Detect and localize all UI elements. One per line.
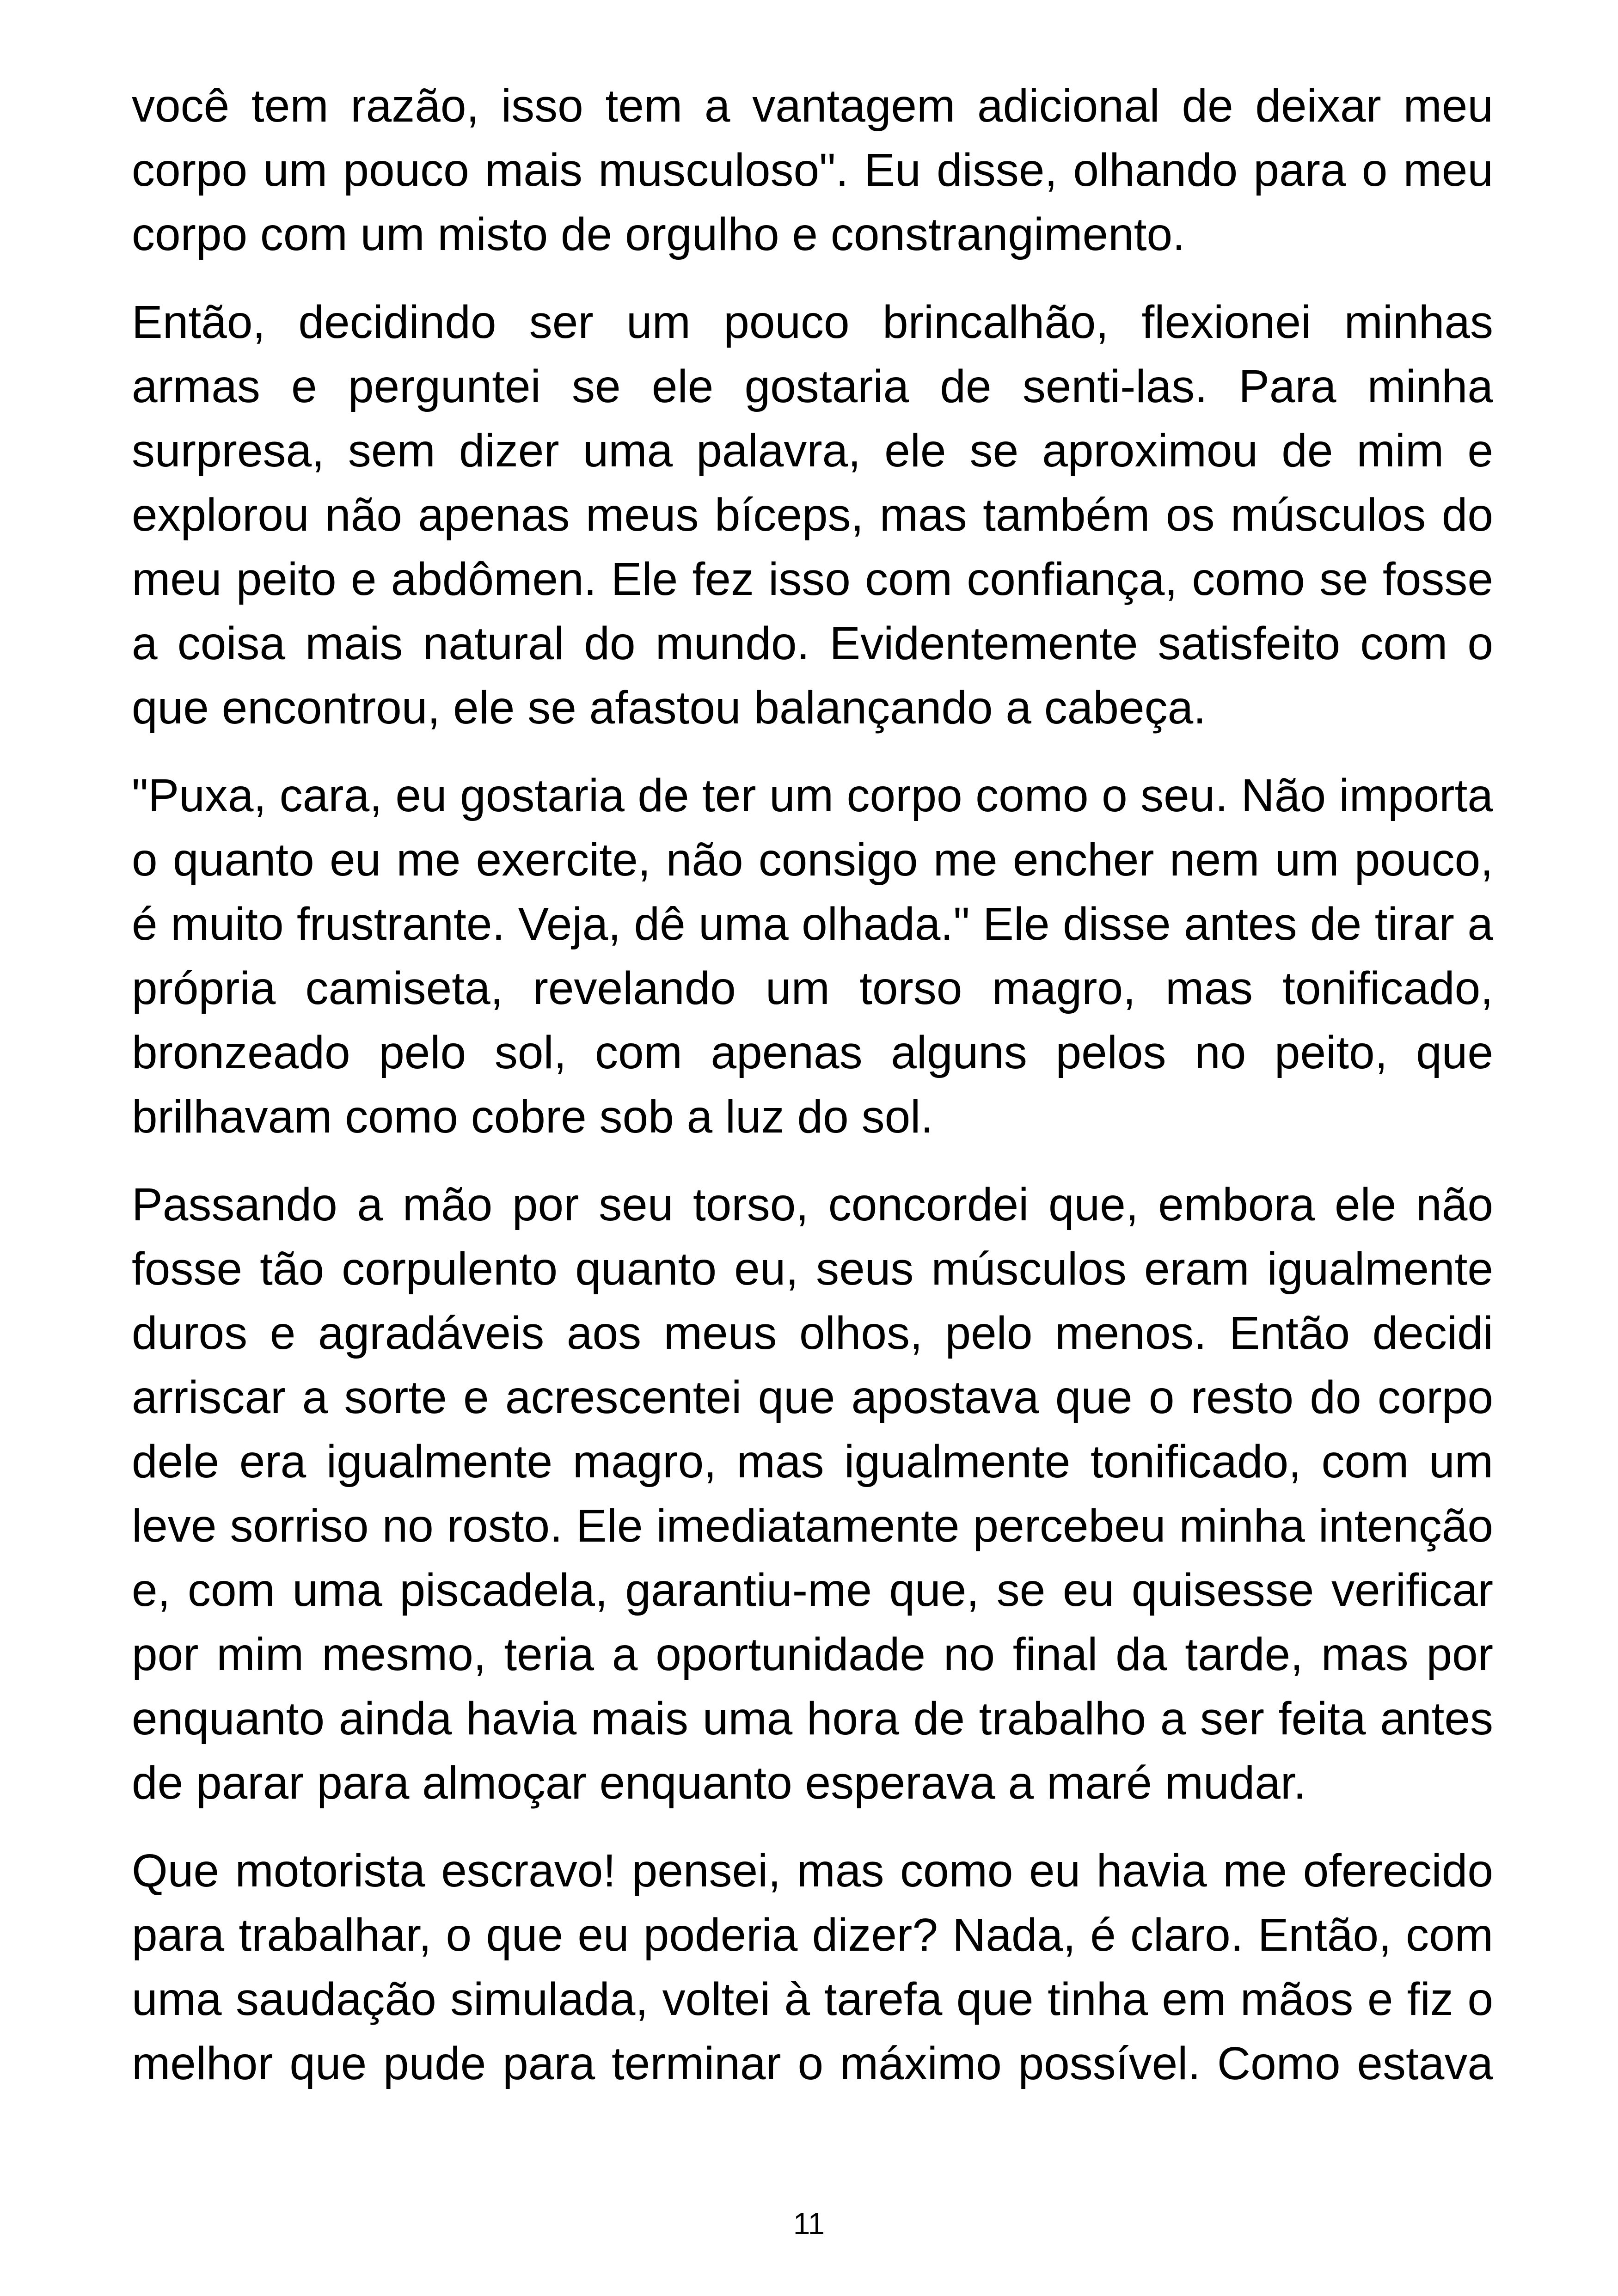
paragraph-4: Passando a mão por seu torso, concordei que, embora ele não fosse tão corpulento quanto eu, seus músculos eram igualmente duros e agradáveis aos meus olhos, pelo menos. Então decidi arriscar a sorte e acrescentei que apostava que o resto do corpo dele era igualmente magro, mas igualmente tonificado, com um leve sorriso no rosto. Ele imediatamente percebeu minha intenção e, com uma piscadela, garantiu-me que, se eu quisesse verificar por mim mesmo, teria a oportunidade no final da tarde, mas por enquanto ainda havia mais uma hora de trabalho a ser feita antes de parar para almoçar enquanto esperava a maré mudar.: [132, 1179, 1493, 1809]
paragraph-3: "Puxa, cara, eu gostaria de ter um corpo como o seu. Não importa o quanto eu me exercite, não consigo me encher nem um pouco, é muito frustrante. Veja, dê uma olhada." Ele disse antes de tirar a própria camiseta, revelando um torso magro, mas tonificado, bronzeado pelo sol, com apenas alguns pelos no peito, que brilhavam como cobre sob a luz do sol.: [132, 770, 1493, 1143]
page-body: [132, 74, 1493, 2119]
paragraph-5: Que motorista escravo! pensei, mas como eu havia me oferecido para trabalhar, o que eu poderia dizer? Nada, é claro. Então, com uma saudação simulada, voltei à tarefa que tinha em mãos e fiz o melhor que pude para terminar o máximo possível. Como estava: [132, 1845, 1493, 2089]
paragraph-2: Então, decidindo ser um pouco brincalhão, flexionei minhas armas e perguntei se ele gostaria de senti-las. Para minha surpresa, sem dizer uma palavra, ele se aproximou de mim e explorou não apenas meus bíceps, mas também os músculos do meu peito e abdômen. Ele fez isso com confiança, como se fosse a coisa mais natural do mundo. Evidentemente satisfeito com o que encontrou, ele se afastou balançando a cabeça.: [132, 296, 1493, 734]
page-number: 11: [793, 2206, 825, 2241]
paragraph-1: você tem razão, isso tem a vantagem adicional de deixar meu corpo um pouco mais musculoso". Eu disse, olhando para o meu corpo com um misto de orgulho e constrangimento.: [132, 80, 1493, 260]
